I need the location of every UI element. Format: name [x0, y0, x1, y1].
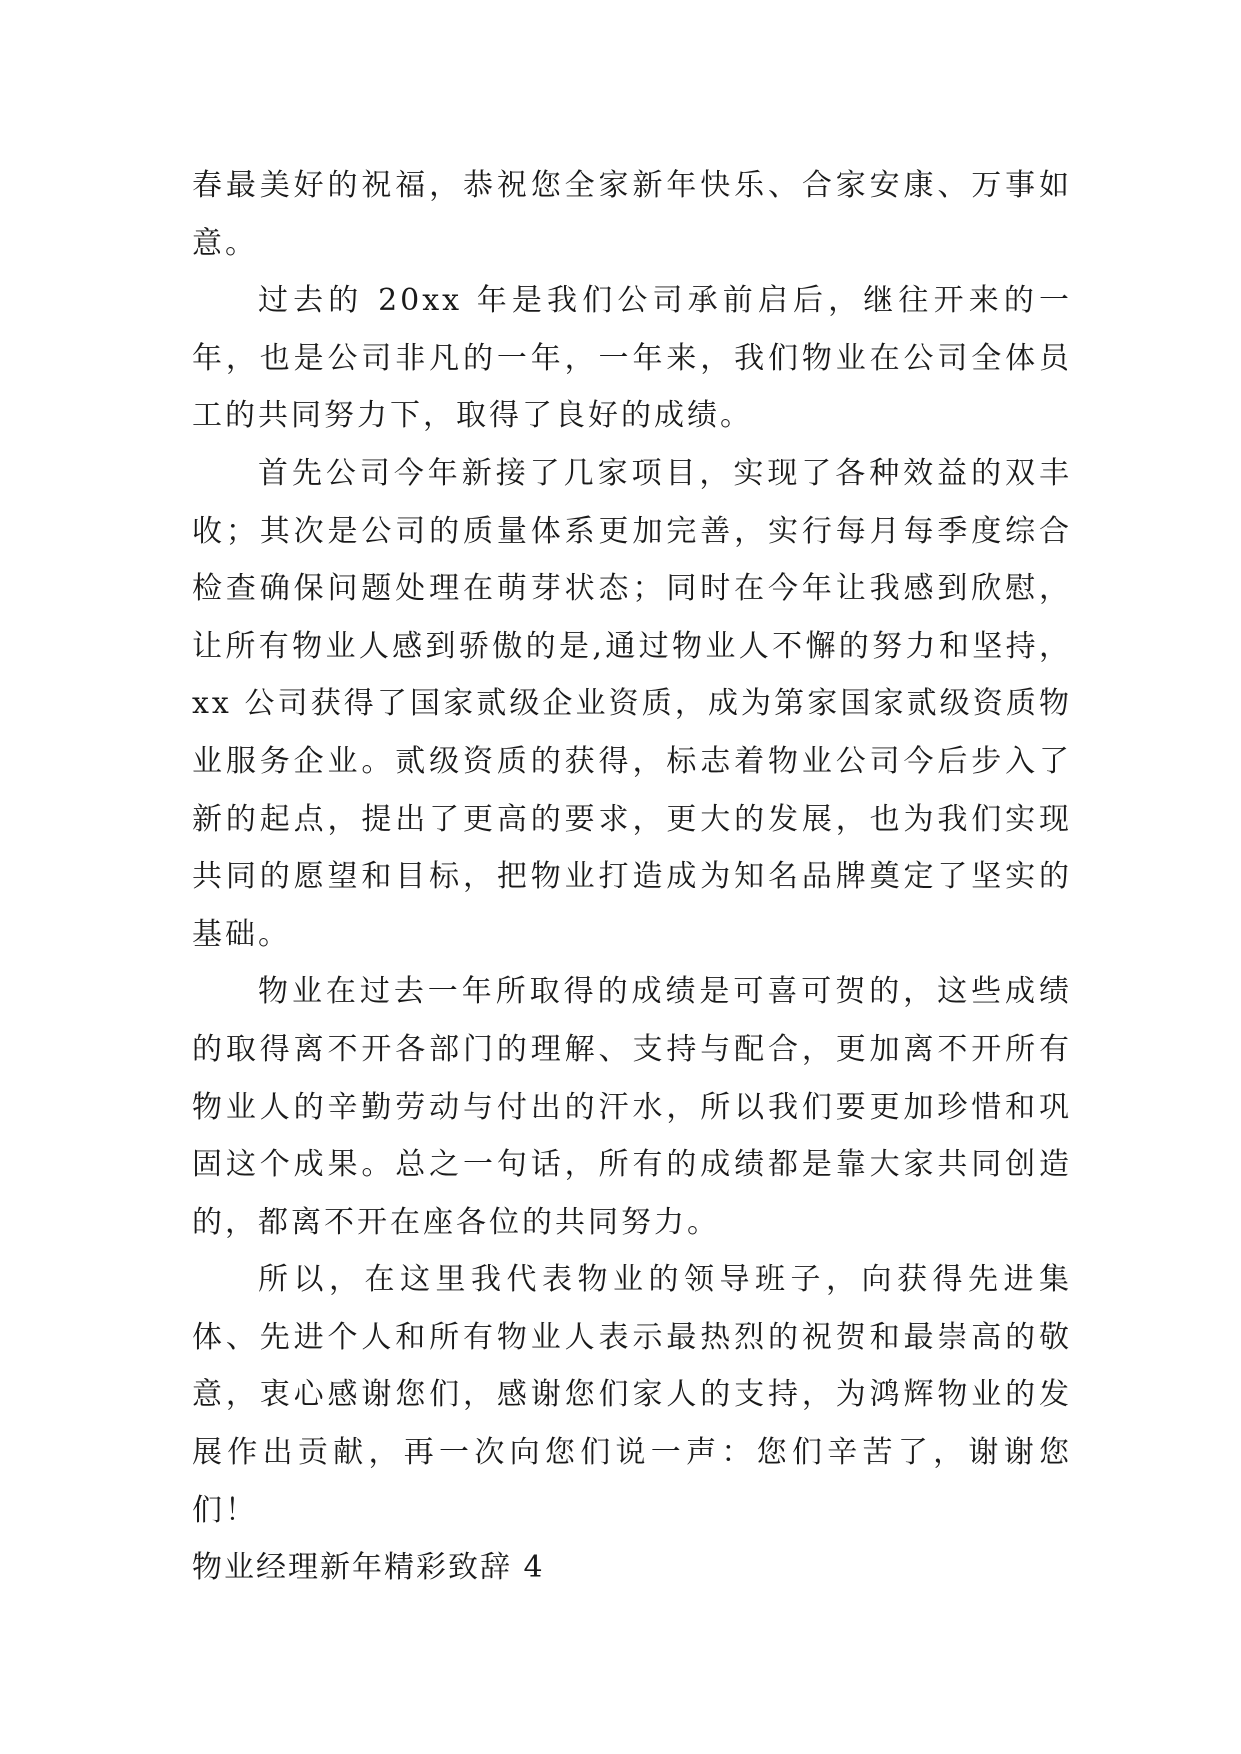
section-heading: 物业经理新年精彩致辞 4	[192, 1550, 545, 1586]
document-body	[192, 157, 1072, 1597]
paragraph-continuation: 春最美好的祝福，恭祝您全家新年快乐、合家安康、万事如意。	[192, 168, 1072, 261]
paragraph-past-year: 过去的 20xx 年是我们公司承前启后，继往开来的一年，也是公司非凡的一年，一年来，我们物业在公司全体员工的共同努力下，取得了良好的成绩。	[192, 283, 1072, 434]
paragraph-thanks: 所以，在这里我代表物业的领导班子，向获得先进集体、先进个人和所有物业人表示最热烈的祝贺和最崇高的敬意，衷心感谢您们，感谢您们家人的支持，为鸿辉物业的发展作出贡献，再一次向您们说一声：您们辛苦了，谢谢您们！	[192, 1262, 1072, 1528]
paragraph-achievements: 首先公司今年新接了几家项目，实现了各种效益的双丰收；其次是公司的质量体系更加完善，实行每月每季度综合检查确保问题处理在萌芽状态；同时在今年让我感到欣慰，让所有物业人感到骄傲的是,通过物业人不懈的努力和坚持，xx 公司获得了国家贰级企业资质，成为第家国家贰级资质物业服务企业。贰级资质的获得，标志着物业公司今后步入了新的起点，提出了更高的要求，更大的发展，也为我们实现共同的愿望和目标，把物业打造成为知名品牌奠定了坚实的基础。	[192, 455, 1072, 952]
paragraph-gratitude: 物业在过去一年所取得的成绩是可喜可贺的，这些成绩的取得离不开各部门的理解、支持与配合，更加离不开所有物业人的辛勤劳动与付出的汗水，所以我们要更加珍惜和巩固这个成果。总之一句话，所有的成绩都是靠大家共同创造的，都离不开在座各位的共同努力。	[192, 974, 1072, 1240]
